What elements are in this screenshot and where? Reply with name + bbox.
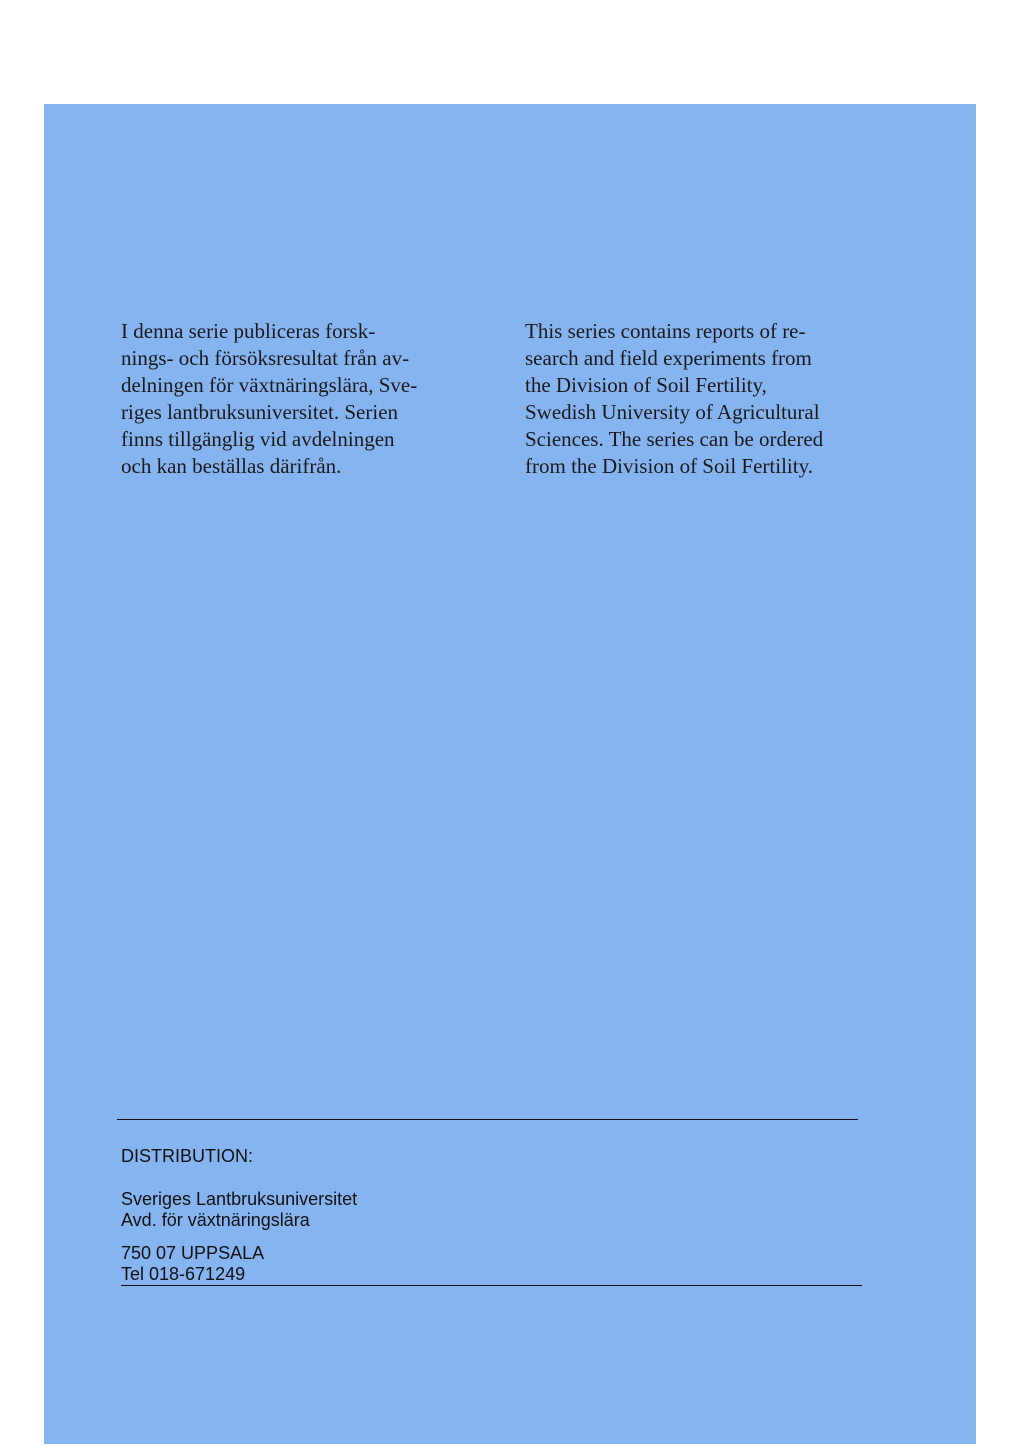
swedish-line: I denna serie publiceras forsk- <box>121 319 376 343</box>
back-cover-panel <box>44 104 976 1444</box>
distribution-heading: DISTRIBUTION: <box>121 1146 254 1166</box>
swedish-line: riges lantbruksuniversitet. Serien <box>121 400 399 424</box>
english-line: Swedish University of Agricultural <box>525 400 820 424</box>
swedish-description <box>121 318 417 480</box>
english-line: search and field experiments from <box>525 346 812 370</box>
phone-number: Tel 018-671249 <box>121 1264 862 1286</box>
swedish-line: finns tillgänglig vid avdelningen <box>121 427 395 451</box>
postal-address: 750 07 UPPSALA <box>121 1243 265 1263</box>
distribution-block <box>121 1146 862 1286</box>
organization-name: Sveriges Lantbruksuniversitet <box>121 1189 358 1209</box>
department-name: Avd. för växtnäringslära <box>121 1210 310 1230</box>
swedish-line: och kan beställas därifrån. <box>121 454 342 478</box>
english-line: This series contains reports of re- <box>525 319 806 343</box>
swedish-line: delningen för växtnäringslära, Sve- <box>121 373 418 397</box>
swedish-line: nings- och försöksresultat från av- <box>121 346 410 370</box>
english-description <box>525 318 823 480</box>
english-line: from the Division of Soil Fertility. <box>525 454 813 478</box>
top-divider <box>117 1119 858 1120</box>
english-line: the Division of Soil Fertility, <box>525 373 767 397</box>
english-line: Sciences. The series can be ordered <box>525 427 824 451</box>
